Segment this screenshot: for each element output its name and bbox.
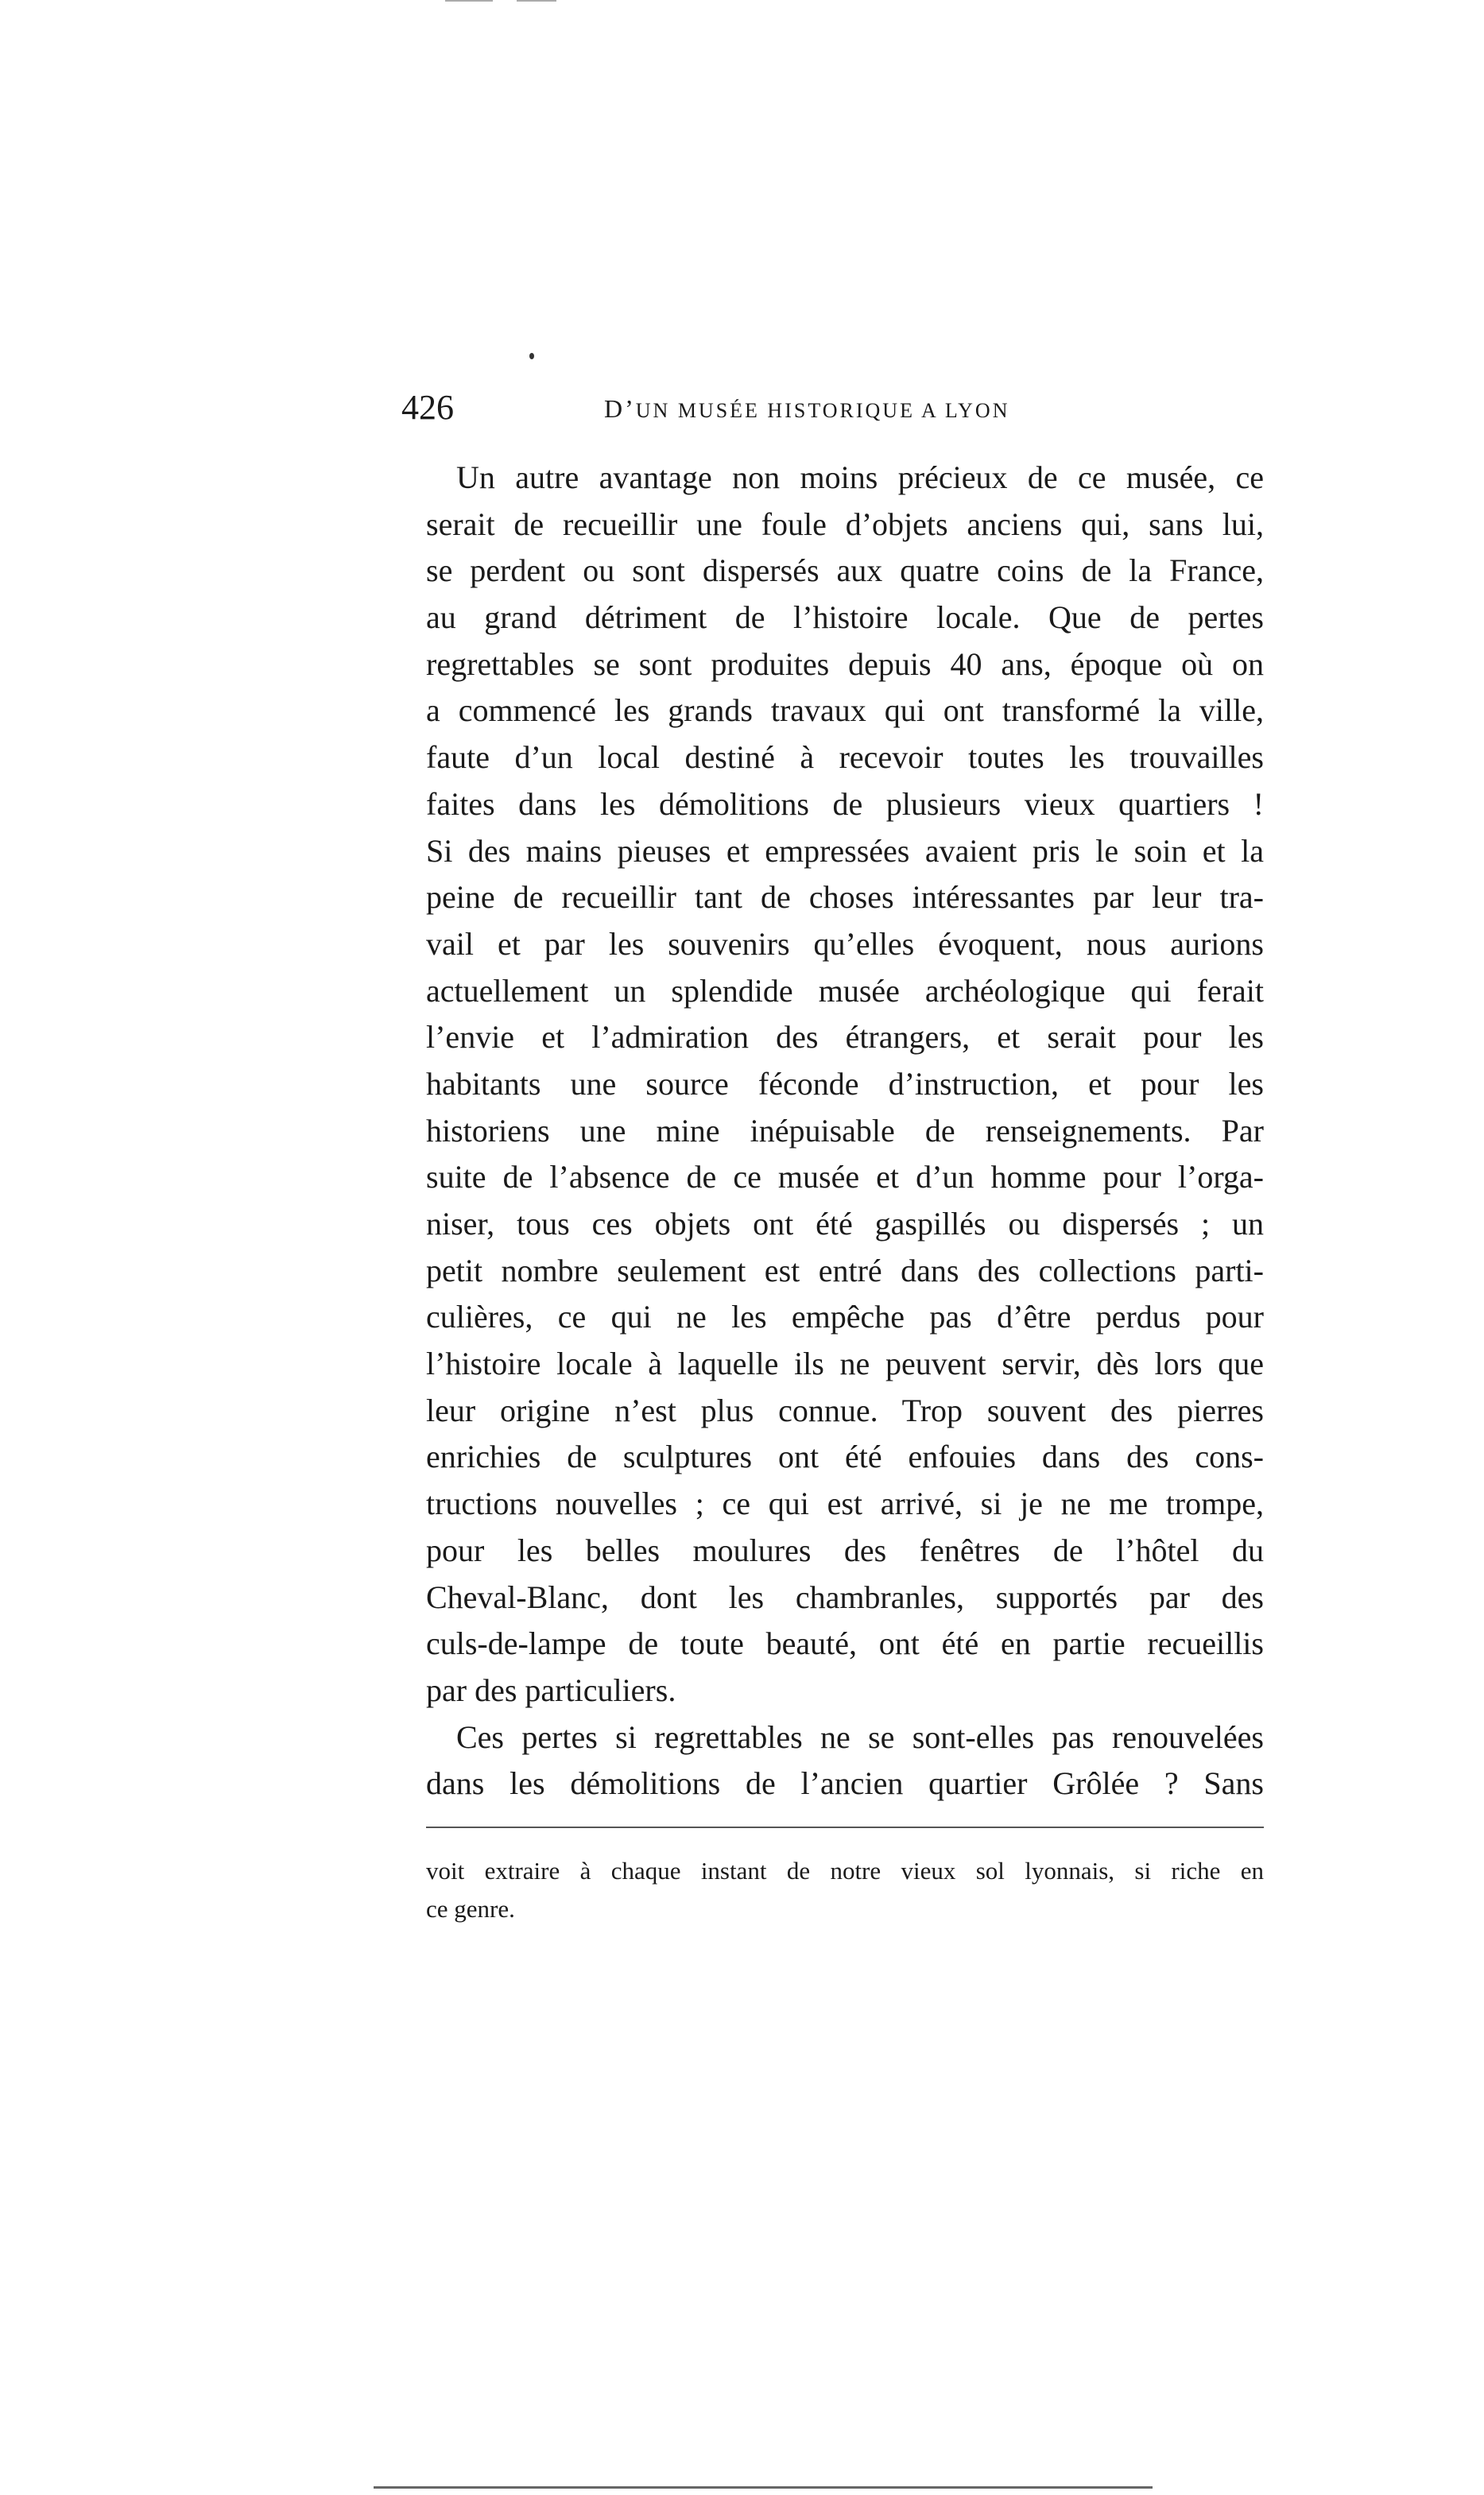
text-line: Un autre avantage non moins précieux de ce musée, ce — [456, 459, 1264, 495]
footnote-block — [426, 1852, 1264, 1928]
text-line: Si des mains pieuses et empressées avaient pris le soin et la — [426, 832, 1264, 869]
text-line: l’envie et l’admiration des étrangers, et serait pour les — [426, 1019, 1264, 1056]
text-line: actuellement un splendide musée archéologique qui ferait — [426, 972, 1264, 1009]
text-line: petit nombre seulement est entré dans des collections parti- — [426, 1252, 1264, 1288]
text-line: historiens une mine inépuisable de renseignements. Par — [426, 1112, 1264, 1149]
text-line: suite de l’absence de ce musée et d’un homme pour l’orga- — [426, 1159, 1264, 1195]
text-line: culières, ce qui ne les empêche pas d’être perdus pour — [426, 1299, 1264, 1335]
text-line: par des particuliers. — [426, 1672, 676, 1708]
text-line: niser, tous ces objets ont été gaspillés ou dispersés ; un — [426, 1206, 1264, 1242]
page-number: 426 — [401, 388, 454, 427]
running-head-title: UN MUSÉE HISTORIQUE A LYON — [635, 399, 1010, 422]
text-line: au grand détriment de l’histoire locale. Que de pertes — [426, 599, 1264, 636]
text-line: regrettables se sont produites depuis 40 ans, époque où on — [426, 645, 1264, 682]
footnote-line: ce genre. — [426, 1895, 515, 1923]
text-line: culs-de-lampe de toute beauté, ont été en partie recueillis — [426, 1625, 1264, 1662]
text-line: faites dans les démolitions de plusieurs vieux quartiers ! — [426, 785, 1264, 822]
text-line: enrichies de sculptures ont été enfouies dans des cons- — [426, 1439, 1264, 1475]
text-line: leur origine n’est plus connue. Trop souvent des pierres — [426, 1392, 1264, 1428]
running-head-initial: D’ — [604, 394, 636, 423]
text-line: Ces pertes si regrettables ne se sont-elles pas renouvelées — [456, 1718, 1264, 1755]
stray-ink-dot — [529, 353, 534, 359]
text-line: se perdent ou sont dispersés aux quatre coins de la France, — [426, 552, 1264, 589]
running-head — [604, 393, 1009, 427]
text-line: serait de recueillir une foule d’objets anciens qui, sans lui, — [426, 506, 1264, 542]
footnote-divider — [426, 1827, 1264, 1828]
footnote-line: voit extraire à chaque instant de notre vieux sol lyonnais, si riche en — [426, 1857, 1264, 1885]
top-edge-mark — [517, 0, 556, 2]
text-line: dans les démolitions de l’ancien quartier Grôlée ? Sans — [426, 1765, 1264, 1802]
text-line: vail et par les souvenirs qu’elles évoquent, nous aurions — [426, 925, 1264, 962]
bottom-edge-rule — [374, 2486, 1153, 2489]
text-line: peine de recueillir tant de choses intéressantes par leur tra- — [426, 879, 1264, 916]
text-line: habitants une source féconde d’instruction, et pour les — [426, 1065, 1264, 1102]
text-line: faute d’un local destiné à recevoir toutes les trouvailles — [426, 739, 1264, 776]
top-edge-mark — [445, 0, 493, 2]
main-text-block — [426, 455, 1264, 1807]
text-line: tructions nouvelles ; ce qui est arrivé, si je ne me trompe, — [426, 1486, 1264, 1522]
text-line: pour les belles moulures des fenêtres de l’hôtel du — [426, 1532, 1264, 1568]
text-line: l’histoire locale à laquelle ils ne peuvent servir, dès lors que — [426, 1346, 1264, 1382]
text-line: a commencé les grands travaux qui ont transformé la ville, — [426, 692, 1264, 729]
text-line: Cheval-Blanc, dont les chambranles, supportés par des — [426, 1579, 1264, 1615]
